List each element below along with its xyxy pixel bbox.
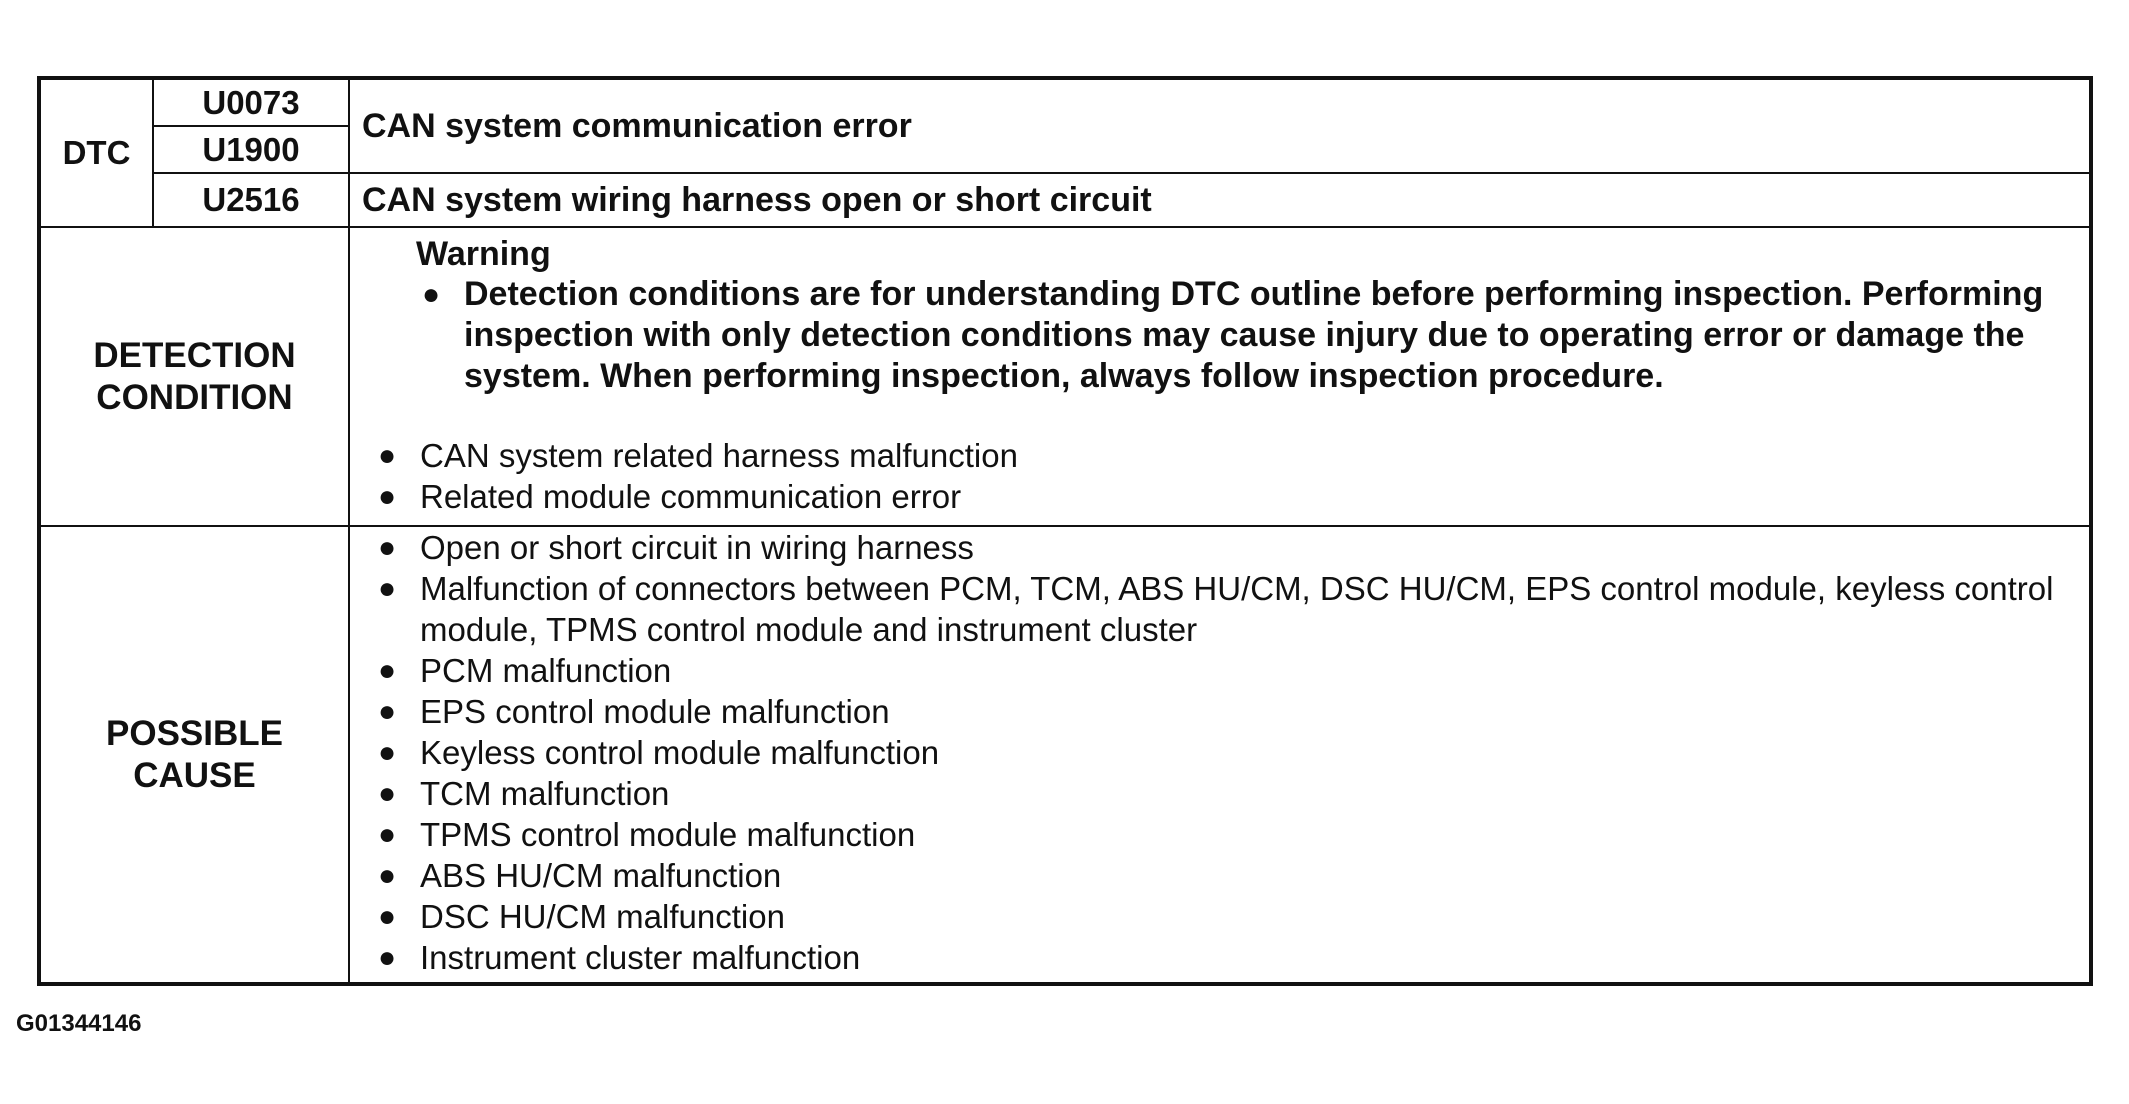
bullet-icon: ●	[378, 439, 397, 472]
list-item-text: CAN system related harness malfunction	[420, 437, 1018, 474]
list-item	[350, 435, 2089, 476]
list-item	[350, 527, 2089, 568]
bullet-icon: ●	[378, 777, 397, 810]
bullet-icon: ●	[378, 736, 397, 769]
possible-cause-label: POSSIBLE CAUSE	[39, 526, 349, 984]
detection-condition-label: DETECTION CONDITION	[39, 227, 349, 526]
dtc-description: CAN system wiring harness open or short circuit	[349, 173, 2091, 227]
dtc-description: CAN system communication error	[349, 78, 2091, 173]
list-item	[350, 855, 2089, 896]
dtc-table	[37, 76, 2093, 986]
dtc-code: U2516	[153, 173, 349, 227]
list-item-text: Keyless control module malfunction	[420, 734, 940, 771]
dtc-label: DTC	[39, 78, 153, 227]
bullet-icon: ●	[378, 695, 397, 728]
list-item-text: TCM malfunction	[420, 775, 670, 812]
list-item	[350, 650, 2089, 691]
list-item	[350, 691, 2089, 732]
list-item	[350, 732, 2089, 773]
list-item-text: Related module communication error	[420, 478, 962, 515]
warning-title: Warning	[416, 235, 551, 273]
list-item-text: Malfunction of connectors between PCM, TCM, ABS HU/CM, DSC HU/CM, EPS control module, keyless control module, TPMS control module and instrument cluster	[420, 570, 2054, 648]
bullet-icon: ●	[378, 654, 397, 687]
cause-list	[350, 527, 2089, 978]
warning-item	[416, 274, 2089, 397]
dtc-code: U1900	[153, 126, 349, 173]
bullet-icon: ●	[378, 859, 397, 892]
bullet-icon: ●	[378, 480, 397, 513]
list-item	[350, 896, 2089, 937]
warning-list	[416, 274, 2089, 397]
list-item-text: DSC HU/CM malfunction	[420, 898, 785, 935]
bullet-icon: ●	[378, 818, 397, 851]
detection-condition-content	[349, 227, 2091, 526]
list-item-text: ABS HU/CM malfunction	[420, 857, 782, 894]
figure-id: G01344146	[16, 1010, 142, 1037]
bullet-icon: ●	[378, 531, 397, 564]
list-item-text: EPS control module malfunction	[420, 693, 890, 730]
bullet-icon: ●	[378, 572, 397, 605]
possible-cause-content	[349, 526, 2091, 984]
list-item	[350, 814, 2089, 855]
list-item	[350, 476, 2089, 517]
warning-text: Detection conditions are for understanding DTC outline before performing inspection. Performing inspection with only detection conditions may cause injury due to operating error or damage the system. When performing inspection, always follow inspection procedure.	[464, 275, 2044, 395]
bullet-icon: ●	[378, 900, 397, 933]
list-item-text: PCM malfunction	[420, 652, 672, 689]
detection-list	[350, 435, 2089, 517]
list-item-text: Instrument cluster malfunction	[420, 939, 861, 976]
list-item-text: TPMS control module malfunction	[420, 816, 916, 853]
list-item	[350, 568, 2089, 650]
warning-block	[350, 228, 2089, 397]
list-item	[350, 937, 2089, 978]
bullet-icon: ●	[422, 278, 441, 311]
list-item-text: Open or short circuit in wiring harness	[420, 529, 974, 566]
list-item	[350, 773, 2089, 814]
dtc-code: U0073	[153, 78, 349, 126]
bullet-icon: ●	[378, 941, 397, 974]
